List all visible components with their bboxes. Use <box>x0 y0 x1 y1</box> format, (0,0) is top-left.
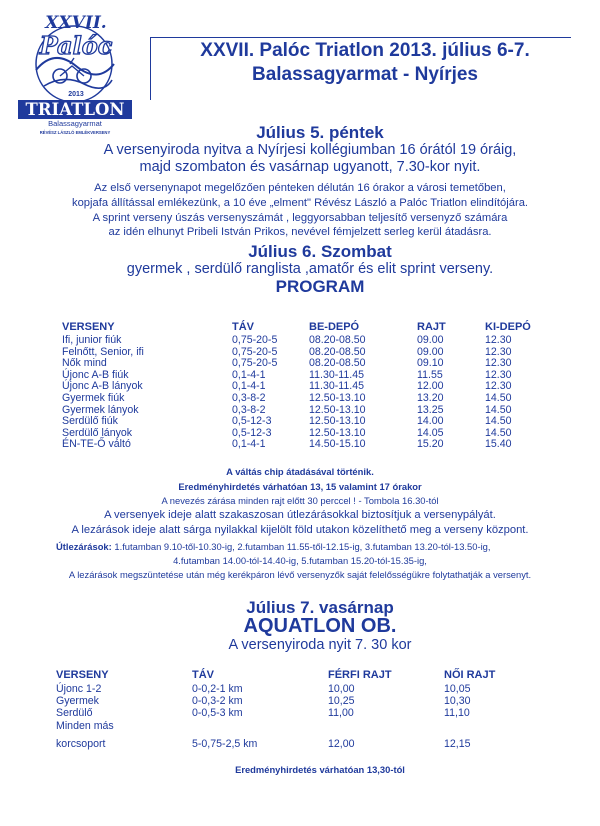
cell: Felnőtt, Senior, ifi <box>62 345 144 358</box>
cell: Újonc A-B lányok <box>62 380 143 393</box>
logo-numeral: XXVII. <box>45 13 107 33</box>
table-row <box>62 393 535 405</box>
day2-title: Július 6. Szombat <box>248 242 392 261</box>
closures-line3: A lezárások megszüntetése után még kerékpáron lévő versenyzők saját felelősségükre folytathatják a versenyt. <box>68 569 532 580</box>
day2-subtitle: gyermek , serdülő ranglista ,amatőr és elit sprint verseny. <box>126 261 494 277</box>
day1-line1: A versenyiroda nyitva a Nyírjesi kollégiumban 16 órától 19 óráig, <box>103 142 517 158</box>
cell: 14.00 <box>417 415 444 428</box>
cell <box>328 720 444 732</box>
cell: 14.50 <box>485 391 512 404</box>
cell: 12,00 <box>328 737 355 750</box>
closures-times1: 1.futamban 9.10-től-10.30-ig, 2.futamban 11.55-től-12.15-ig, 3.futamban 13.20-tól-13.50-ig, <box>111 541 491 552</box>
cell: 12,15 <box>444 737 471 750</box>
col-header: FÉRFI RAJT <box>328 668 392 681</box>
cell: 09.00 <box>417 334 444 346</box>
cell: Nők mind <box>62 357 107 370</box>
table-row <box>62 405 535 417</box>
day3-title: Július 7. vasárnap <box>246 598 394 617</box>
cell: 12.30 <box>485 334 512 346</box>
table-row <box>62 358 535 370</box>
cell: 14.50 <box>485 426 512 439</box>
cell: 11.55 <box>417 368 443 381</box>
col-header: VERSENY <box>56 668 109 681</box>
cell: 0-0,5-3 km <box>192 707 243 720</box>
cell: 12.30 <box>485 345 512 358</box>
cell: 12.50-13.10 <box>309 415 366 428</box>
cell: Serdülő <box>56 707 93 720</box>
cell: 15.20 <box>417 438 444 451</box>
cell: 14.50 <box>485 403 512 416</box>
cell <box>444 720 534 732</box>
cell: 0,75-20-5 <box>232 357 278 370</box>
col-header: RAJT <box>417 321 446 334</box>
cell: 0,75-20-5 <box>232 334 278 346</box>
program-table <box>62 321 535 451</box>
cell: 12.30 <box>485 380 512 393</box>
cell: 08.20-08.50 <box>309 357 366 370</box>
event-logo <box>14 8 136 136</box>
cell: 12.00 <box>417 380 444 393</box>
closures-label: Útlezárások: <box>56 541 112 552</box>
table-row <box>62 347 535 359</box>
logo-year: 2013 <box>68 91 84 98</box>
table-row <box>56 707 534 719</box>
cell: 0,3-8-2 <box>232 391 266 404</box>
cell: 11,10 <box>444 707 470 720</box>
table-row <box>62 428 535 440</box>
cell: 14.50 <box>485 415 512 428</box>
cell: 13.20 <box>417 391 444 404</box>
col-header: BE-DEPÓ <box>309 321 360 334</box>
cell: 14.05 <box>417 426 444 439</box>
closures-line1 <box>56 541 596 552</box>
cell: Serdülő lányok <box>62 426 133 439</box>
cell: 11.30-11.45 <box>309 368 364 381</box>
cell <box>192 720 328 732</box>
cell: Gyermek fiúk <box>62 391 125 404</box>
table-row <box>56 720 534 732</box>
cell: 14.50-15.10 <box>309 438 366 451</box>
cell: Gyermek lányok <box>62 403 139 416</box>
day3-office: A versenyiroda nyit 7. 30 kor <box>228 637 412 653</box>
aquatlon-table-header <box>56 667 534 683</box>
day1-para1: Az első versenynapot megelőzően pénteken délután 16 órakor a városi temetőben, <box>94 182 506 194</box>
col-header: TÁV <box>192 668 214 681</box>
cell: korcsoport <box>56 737 106 750</box>
table-row <box>62 439 535 451</box>
cell: Minden más <box>56 719 114 732</box>
aquatlon-results-note: Eredményhirdetés várhatóan 13,30-tól <box>235 764 405 775</box>
cell: 09.10 <box>417 357 444 370</box>
cell: Ifi, junior fiúk <box>62 334 122 346</box>
cell: 0,1-4-1 <box>232 380 266 393</box>
logo-memorial: RÉVÉSZ LÁSZLÓ EMLÉKVERSENY <box>39 130 111 135</box>
cell: 10,05 <box>444 683 471 695</box>
cell: 10,25 <box>328 695 355 708</box>
day1-line2: majd szombaton és vasárnap ugyanott, 7.30-kor nyit. <box>139 159 481 175</box>
table-row <box>56 732 534 750</box>
table-row <box>56 683 534 695</box>
cell: 13.25 <box>417 403 444 416</box>
cell: 0,75-20-5 <box>232 345 278 358</box>
page-subtitle: Balassagyarmat - Nyírjes <box>251 64 478 85</box>
col-header: KI-DEPÓ <box>485 321 531 334</box>
aquatlon-heading: AQUATLON OB. <box>243 615 397 637</box>
page-title: XXVII. Palóc Triatlon 2013. július 6-7. <box>200 40 530 61</box>
table-row <box>62 335 535 347</box>
cell: 0,3-8-2 <box>232 403 266 416</box>
cell: 0,5-12-3 <box>232 415 272 428</box>
table-row <box>62 381 535 393</box>
cell: 0-0,3-2 km <box>192 695 243 708</box>
cell: 08.20-08.50 <box>309 334 366 346</box>
cell: 10,00 <box>328 683 355 695</box>
cell: Serdülő fiúk <box>62 415 118 428</box>
table-row <box>62 416 535 428</box>
day1-title: Július 5. péntek <box>256 123 384 142</box>
cell: Újonc A-B fiúk <box>62 368 129 381</box>
results-note: Eredményhirdetés várhatóan 13, 15 valamint 17 órakor <box>178 481 422 492</box>
cell: Gyermek <box>56 695 99 708</box>
cell: ÉN-TE-Ő váltó <box>62 438 131 451</box>
relay-note: A váltás chip átadásával történik. <box>226 466 374 477</box>
col-header: NŐI RAJT <box>444 668 496 681</box>
cell: 15.40 <box>485 438 512 451</box>
cell: 0,5-12-3 <box>232 426 272 439</box>
logo-city: Balassagyarmat <box>48 119 102 128</box>
cell: 11,00 <box>328 707 354 720</box>
access-note: A lezárások ideje alatt sárga nyilakkal kijelölt föld utakon közelíthető meg a verseny központ. <box>71 524 529 536</box>
cell: 0-0,2-1 km <box>192 683 243 695</box>
cell: Újonc 1-2 <box>56 683 102 695</box>
logo-word: Palóc <box>39 31 113 60</box>
logo-graphic <box>14 8 136 136</box>
cell: 12.30 <box>485 368 512 381</box>
aquatlon-table <box>56 667 534 750</box>
cell: 10,30 <box>444 695 471 708</box>
road-closure-note: A versenyek ideje alatt szakaszosan útlezárásokkal biztosítjuk a versenypályát. <box>104 509 496 521</box>
cell: 12.50-13.10 <box>309 391 366 404</box>
cell: 09.00 <box>417 345 444 358</box>
cell: 12.50-13.10 <box>309 403 366 416</box>
program-table-header <box>62 321 535 335</box>
program-heading: PROGRAM <box>275 277 365 296</box>
cell: 12.50-13.10 <box>309 426 366 439</box>
cell: 0,1-4-1 <box>232 368 266 381</box>
table-row <box>56 695 534 707</box>
col-header: TÁV <box>232 321 254 334</box>
day1-para4: az idén elhunyt Pribeli István Prikos, nevével fémjelzett serleg kerül átadásra. <box>108 226 492 238</box>
closures-line2: 4.futamban 14.00-tól-14.40-ig, 5.futamban 15.20-tól-15.35-ig, <box>173 555 427 566</box>
cell: 5-0,75-2,5 km <box>192 737 258 750</box>
entry-close-note: A nevezés zárása minden rajt előtt 30 perccel ! - Tombola 16.30-tól <box>161 495 439 506</box>
day1-para2: kopjafa állítással emlékezünk, a 10 éve „elment" Révész László a Palóc Triatlon elindítójára. <box>71 197 529 209</box>
day1-para3: A sprint verseny úszás versenyszámát , leggyorsabban teljesítő versenyző számára <box>92 212 508 224</box>
col-header: VERSENY <box>62 321 115 334</box>
cell: 12.30 <box>485 357 512 370</box>
cell: 08.20-08.50 <box>309 345 366 358</box>
cell: 11.30-11.45 <box>309 380 364 393</box>
logo-banner: TRIATLON <box>25 100 125 119</box>
cell: 0,1-4-1 <box>232 438 266 451</box>
